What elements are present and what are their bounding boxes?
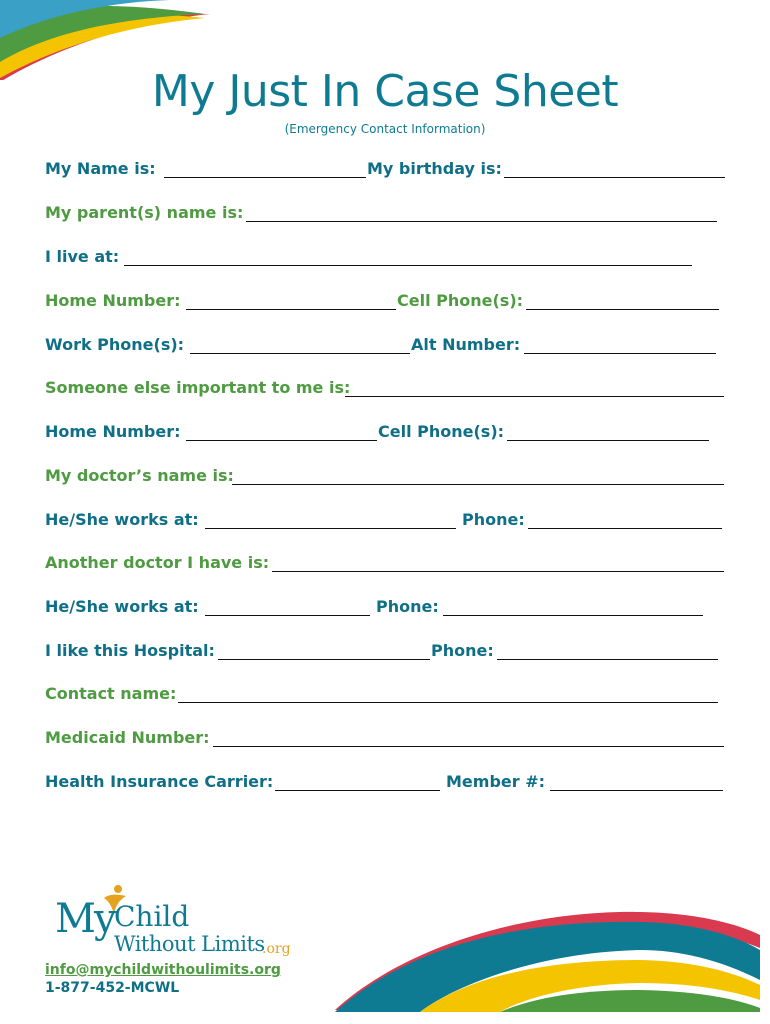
home-number-label-2: Home Number: [45, 422, 181, 441]
logo-org: .org [262, 941, 291, 957]
doctor-row [45, 465, 735, 487]
works-at-field-2[interactable] [205, 615, 370, 616]
phone-label: Phone: [462, 510, 525, 529]
name-label: My Name is: [45, 159, 156, 178]
hospital-phone-field[interactable] [497, 659, 718, 660]
home-number-field-2[interactable] [186, 440, 377, 441]
address-field[interactable] [124, 265, 692, 266]
contact-name-field[interactable] [178, 702, 718, 703]
insurance-label: Health Insurance Carrier: [45, 772, 274, 791]
works-at-field[interactable] [205, 528, 456, 529]
member-field[interactable] [550, 790, 723, 791]
name-field[interactable] [164, 177, 366, 178]
logo-without-limits: Without Limits [114, 932, 265, 956]
phone-field[interactable] [528, 528, 722, 529]
another-doctor-field[interactable] [272, 571, 724, 572]
work-phone-label: Work Phone(s): [45, 335, 185, 354]
home-number-field[interactable] [186, 309, 396, 310]
medicaid-row [45, 727, 735, 749]
hospital-label: I like this Hospital: [45, 641, 215, 660]
doctor-label: My doctor’s name is: [45, 466, 234, 485]
logo-my: My [55, 896, 115, 942]
work-alt-row [45, 334, 735, 356]
work-phone-field[interactable] [190, 353, 410, 354]
alt-number-label: Alt Number: [411, 335, 521, 354]
page-subtitle: (Emergency Contact Information) [284, 122, 486, 136]
name-birthday-row [45, 158, 735, 180]
parents-row [45, 202, 735, 224]
someone-important-field[interactable] [345, 396, 724, 397]
alt-number-field[interactable] [524, 353, 716, 354]
another-doctor-row [45, 552, 735, 574]
home-cell-row [45, 290, 735, 312]
home-number-label: Home Number: [45, 291, 181, 310]
phone-field-2[interactable] [443, 615, 703, 616]
contact-phone: 1-877-452-MCWL [45, 980, 180, 996]
cell-phone-label-2: Cell Phone(s): [378, 422, 505, 441]
home-cell-row-2 [45, 421, 735, 443]
insurance-field[interactable] [275, 790, 440, 791]
works-at-label: He/She works at: [45, 510, 199, 529]
birthday-field[interactable] [504, 177, 725, 178]
cell-phone-field[interactable] [526, 309, 719, 310]
email-link[interactable]: info@mychildwithoulimits.org [45, 962, 281, 978]
contact-name-label: Contact name: [45, 684, 177, 703]
parents-field[interactable] [246, 221, 717, 222]
contact-name-row [45, 683, 735, 705]
medicaid-field[interactable] [213, 746, 724, 747]
insurance-row [45, 771, 735, 793]
medicaid-label: Medicaid Number: [45, 728, 210, 747]
address-label: I live at: [45, 247, 120, 266]
birthday-label: My birthday is: [367, 159, 502, 178]
member-label: Member #: [446, 772, 546, 791]
hospital-row [45, 640, 735, 662]
doctor-field[interactable] [232, 484, 724, 485]
hospital-phone-label: Phone: [431, 641, 494, 660]
cell-phone-label: Cell Phone(s): [397, 291, 524, 310]
someone-important-label: Someone else important to me is: [45, 378, 351, 397]
hospital-field[interactable] [218, 659, 430, 660]
works-at-row-2 [45, 596, 735, 618]
someone-important-row [45, 377, 735, 399]
works-at-row [45, 509, 735, 531]
another-doctor-label: Another doctor I have is: [45, 553, 270, 572]
phone-label-2: Phone: [376, 597, 439, 616]
page-title: My Just In Case Sheet [151, 66, 619, 117]
cell-phone-field-2[interactable] [507, 440, 709, 441]
logo-child: Child [114, 900, 190, 933]
parents-label: My parent(s) name is: [45, 203, 244, 222]
works-at-label-2: He/She works at: [45, 597, 199, 616]
address-row [45, 246, 735, 268]
